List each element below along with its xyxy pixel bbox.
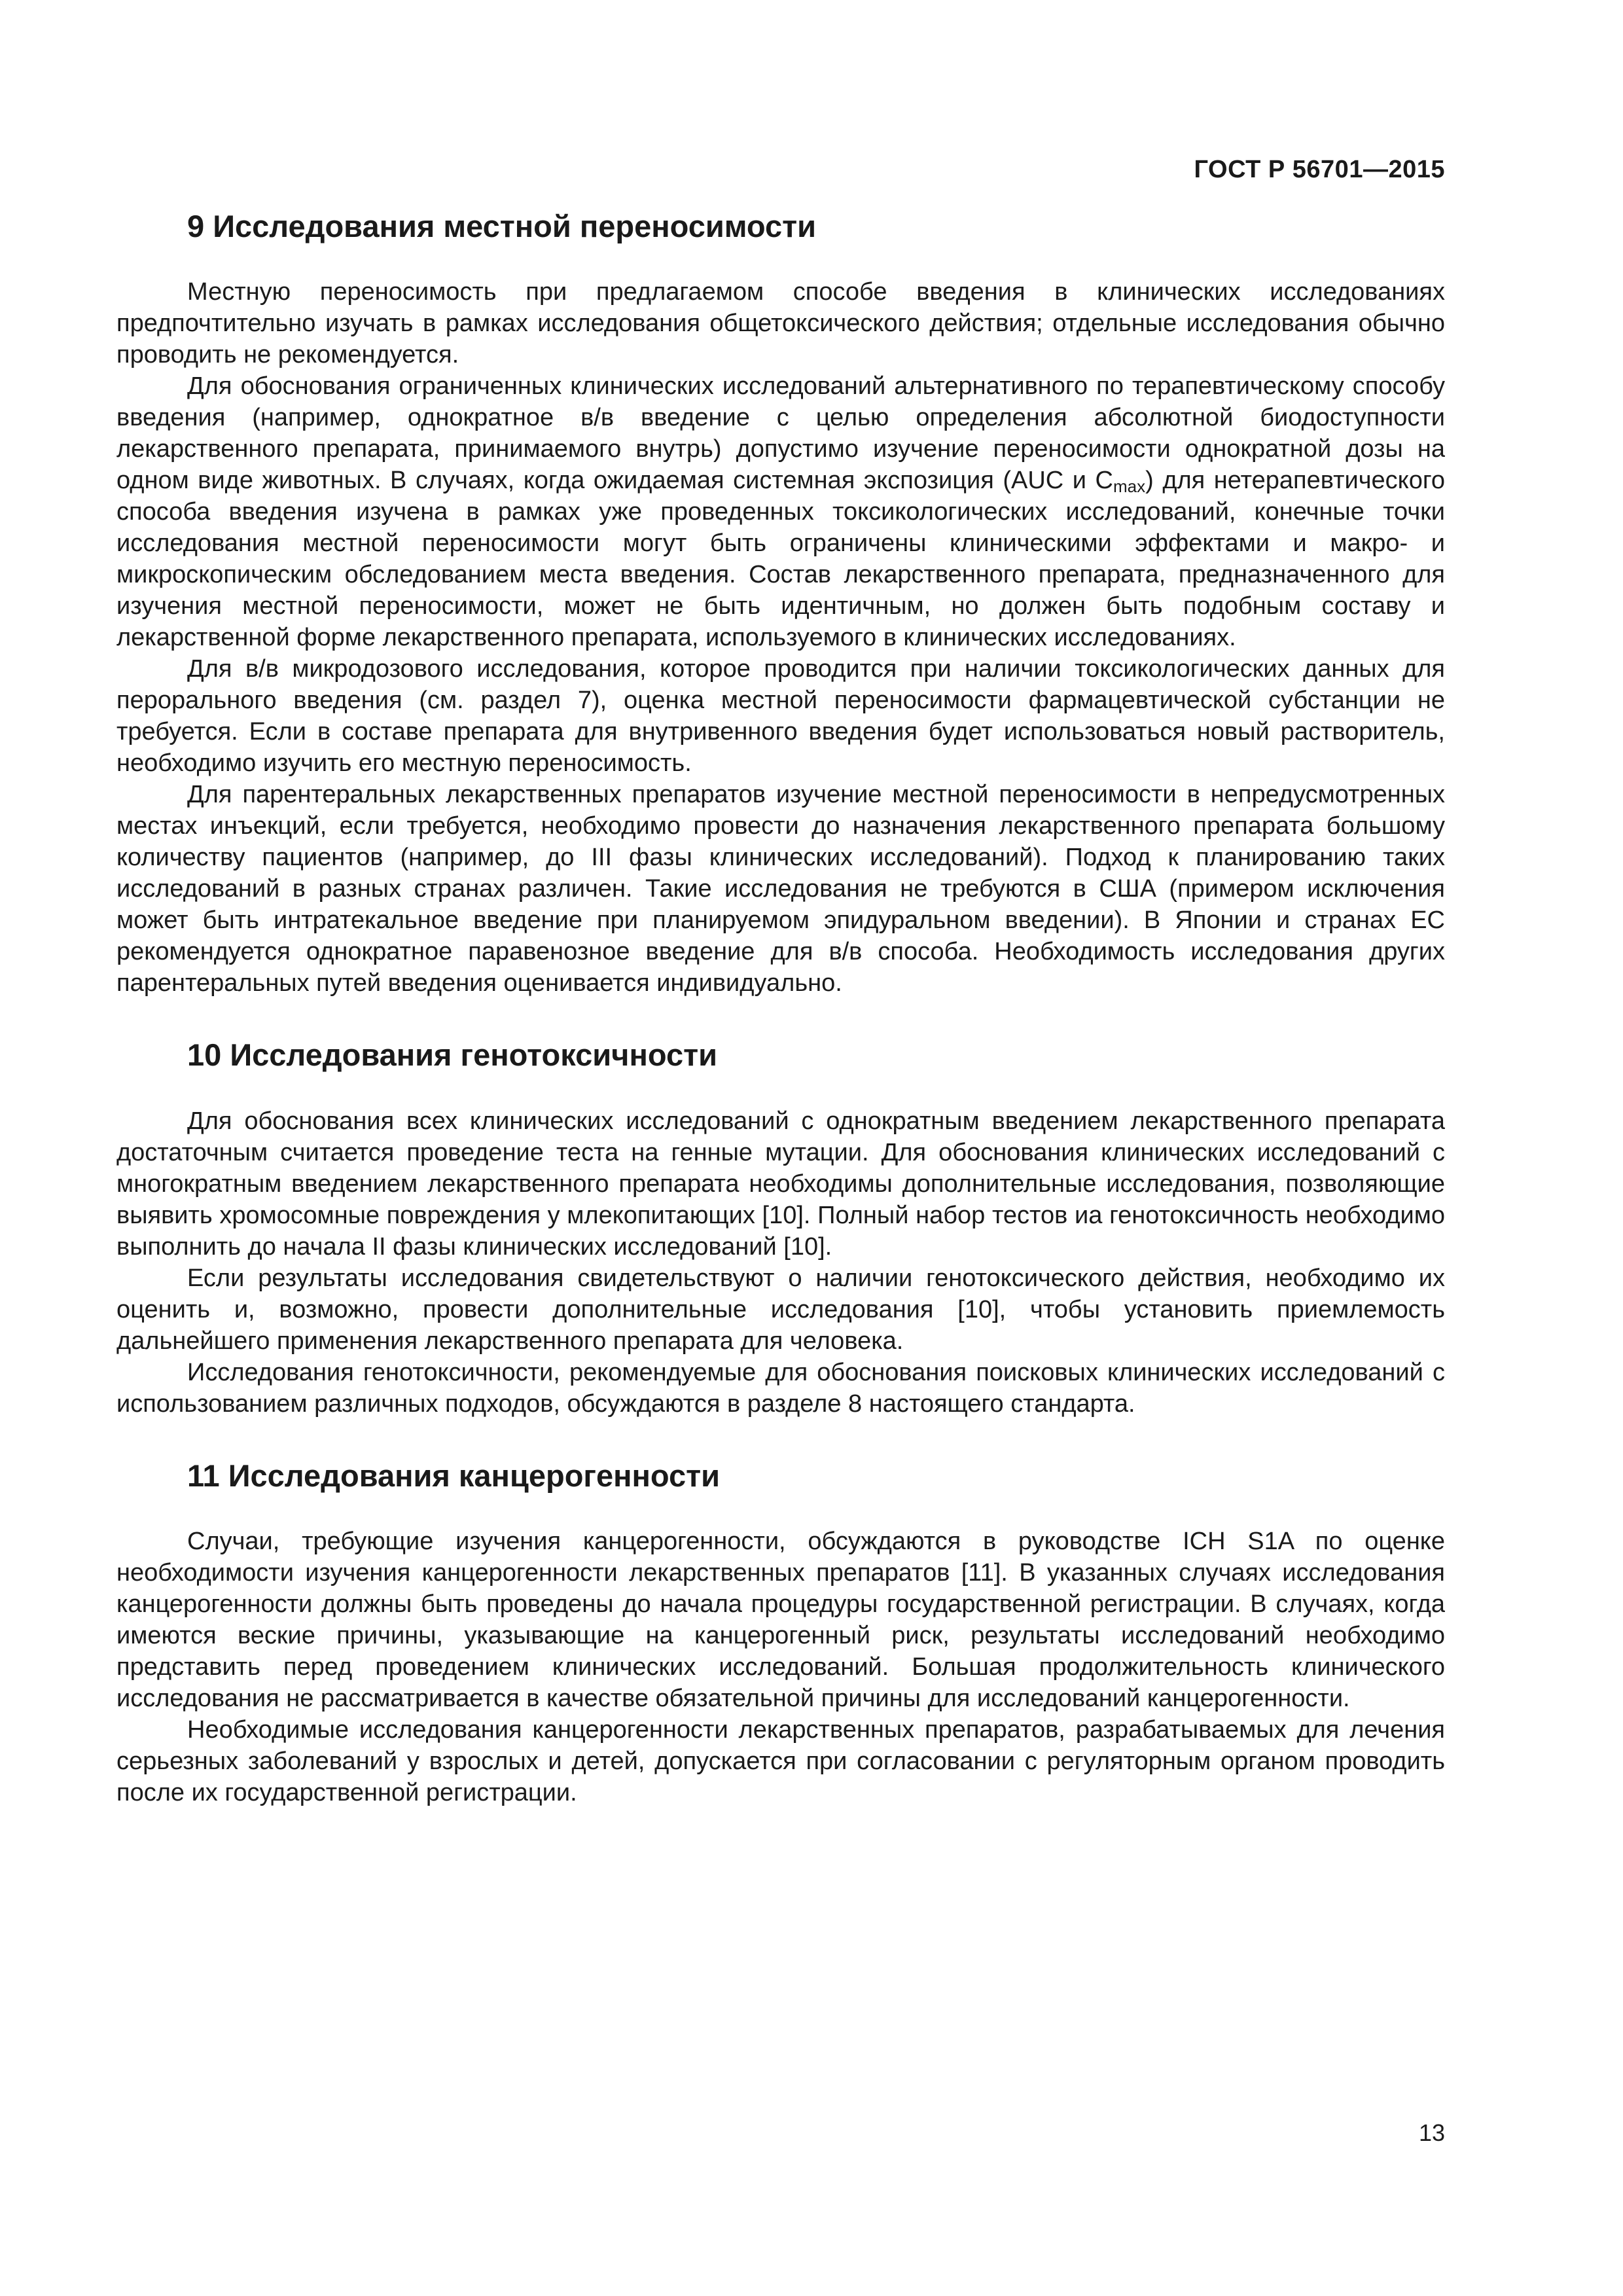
subscript: max xyxy=(1113,476,1146,497)
document-code: ГОСТ Р 56701—2015 xyxy=(1194,156,1445,183)
section-heading: 11 Исследования канцерогенности xyxy=(187,1458,721,1493)
paragraph: Для обоснования всех клинических исследований с однократным введением лекарственного препарата достаточным считается проведение теста на генные мутации. Для обоснования клинических исследований с многократным введением лекарственного препарата необходимы дополнительные исследования, позволяющие выявить хромосомные повреждения у млекопитающих [10]. Полный набор тестов иа генотоксичность необходимо выполнить до начала II фазы клинических исследований [10]. xyxy=(116,1107,1445,1261)
section-9 xyxy=(116,208,1445,999)
section-10 xyxy=(116,1037,1445,1419)
page-number: 13 xyxy=(1418,2119,1445,2146)
paragraph: Для в/в микродозового исследования, которое проводится при наличии токсикологических данных для перорального введения (см. раздел 7), оценка местной переносимости фармацевтической субстанции не требуется. Если в составе препарата для внутривенного введения будет использоваться новый растворитель, необходимо изучить его местную переносимость. xyxy=(116,655,1445,778)
section-heading: 9 Исследования местной переносимости xyxy=(187,209,817,243)
paragraph: Местную переносимость при предлагаемом способе введения в клинических исследованиях предпочтительно изучать в рамках исследования общетоксического действия; отдельные исследования обычно проводить не рекомендуется. xyxy=(116,278,1445,369)
paragraph: Необходимые исследования канцерогенности лекарственных препаратов, разрабатываемых для лечения серьезных заболеваний у взрослых и детей, допускается при согласовании с регуляторным органом проводить после их государственной регистрации. xyxy=(116,1716,1445,1807)
paragraph: Исследования генотоксичности, рекомендуемые для обоснования поисковых клинических исследований с использованием различных подходов, обсуждаются в разделе 8 настоящего стандарта. xyxy=(116,1358,1445,1418)
section-heading: 10 Исследования генотоксичности xyxy=(187,1037,717,1073)
paragraph: Для парентеральных лекарственных препаратов изучение местной переносимости в непредусмотренных местах инъекций, если требуется, необходимо провести до назначения лекарственного препарата большому количеству пациентов (например, до III фазы клинических исследований). Подход к планированию таких исследований в разных странах различен. Такие исследования не требуются в США (примером исключения может быть интратекальное введение при планируемом эпидуральном введении). В Японии и странах ЕС рекомендуется однократное паравенозное введение для в/в способа. Необходимость исследования других парентеральных путей введения оценивается индивидуально. xyxy=(116,781,1445,997)
paragraph-text: ) для нетерапевтического способа введения изучена в рамках уже проведенных токсикологических исследований, конечные точки исследования местной переносимости могут быть ограничены клиническими эффектами и макро- и микроскопическим обследованием места введения. Состав лекарственного препарата, предназначенного для изучения местной переносимости, может не быть идентичным, но должен быть подобным составу и лекарственной форме лекарственного препарата, используемого в клинических исследованиях. xyxy=(116,467,1445,652)
document-content xyxy=(116,208,1445,1808)
paragraph: Случаи, требующие изучения канцерогенности, обсуждаются в руководстве ICH S1A по оценке необходимости изучения канцерогенности лекарственных препаратов [11]. В указанных случаях исследования канцерогенности должны быть проведены до начала процедуры государственной регистрации. В случаях, когда имеются веские причины, указывающие на канцерогенный риск, результаты исследований необходимо представить перед проведением клинических исследований. Большая продолжительность клинического исследования не рассматривается в качестве обязательной причины для исследований канцерогенности. xyxy=(116,1528,1445,1713)
paragraph-text: Для обоснования ограниченных клинических исследований альтернативного по терапевтическому способу введения (например, однократное в/в введение с целью определения абсолютной биодоступности лекарственного препарата, принимаемого внутрь) допустимо изучение переносимости однократной дозы на одном виде животных. В случаях, когда ожидаемая системная экспозиция (AUC и C xyxy=(116,372,1445,495)
paragraph: Если результаты исследования свидетельствуют о наличии генотоксического действия, необходимо их оценить и, возможно, провести дополнительные исследования [10], чтобы установить приемлемость дальнейшего применения лекарственного препарата для человека. xyxy=(116,1264,1445,1355)
section-11 xyxy=(116,1458,1445,1808)
paragraph xyxy=(116,370,1445,653)
